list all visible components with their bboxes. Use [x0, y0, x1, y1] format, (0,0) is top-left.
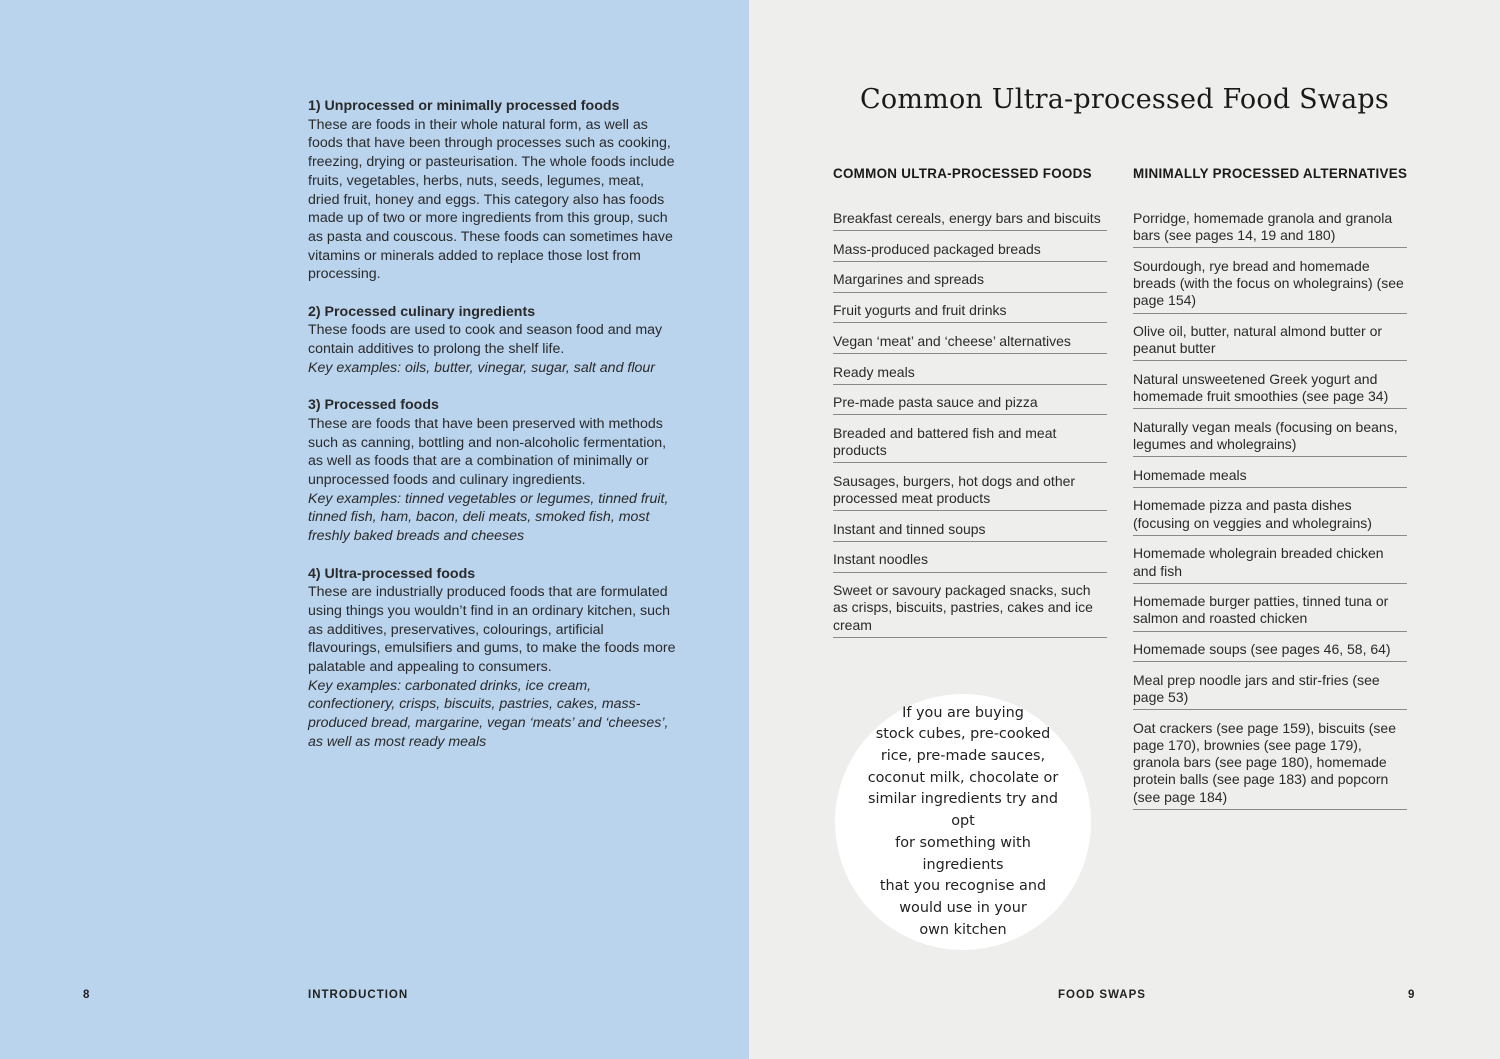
category-examples: Key examples: tinned vegetables or legumes, tinned fruit, tinned fish, ham, bacon, deli meats, smoked fish, most freshly baked breads and cheeses	[308, 490, 669, 545]
category-section	[308, 97, 678, 284]
category-description: These are industrially produced foods that are formulated using things you wouldn’t find in an ordinary kitchen, such as additives, preservatives, colourings, artificial flavourings, emulsifiers and gums, to make the foods more palatable and appealing to consumers.	[308, 584, 676, 676]
category-section	[308, 396, 678, 546]
category-section	[308, 565, 678, 752]
right-page	[749, 0, 1500, 1059]
list-item: Homemade soups (see pages 46, 58, 64)	[1133, 641, 1407, 662]
page-number: 9	[1408, 989, 1416, 1001]
category-examples: Key examples: oils, butter, vinegar, sugar, salt and flour	[308, 359, 655, 376]
list-item: Oat crackers (see page 159), biscuits (see page 170), brownies (see page 179), granola bars (see page 180), homemade protein balls (see page 183) and popcorn (see page 184)	[1133, 720, 1407, 810]
list-item: Margarines and spreads	[833, 271, 1107, 292]
list-item: Homemade burger patties, tinned tuna or salmon and roasted chicken	[1133, 593, 1407, 631]
list-item: Instant noodles	[833, 551, 1107, 572]
list-item: Breakfast cereals, energy bars and biscuits	[833, 210, 1107, 231]
list-item: Homemade wholegrain breaded chicken and fish	[1133, 545, 1407, 583]
page-number: 8	[83, 989, 91, 1001]
category-description: These are foods that have been preserved with methods such as canning, bottling and non-alcoholic fermentation, as well as foods that are a combination of minimally or unprocessed foods and culinary ingredients.	[308, 415, 667, 489]
category-title: 4) Ultra-processed foods	[308, 565, 476, 582]
column-header-ultra-processed: COMMON ULTRA-PROCESSED FOODS	[833, 166, 1092, 181]
running-header: FOOD SWAPS	[1058, 989, 1146, 1001]
list-item: Homemade meals	[1133, 467, 1407, 488]
list-item: Instant and tinned soups	[833, 521, 1107, 542]
list-item: Porridge, homemade granola and granola bars (see pages 14, 19 and 180)	[1133, 210, 1407, 248]
list-item: Homemade pizza and pasta dishes (focusing on veggies and wholegrains)	[1133, 497, 1407, 535]
list-item: Pre-made pasta sauce and pizza	[833, 394, 1107, 415]
tip-text: If you are buying stock cubes, pre-cooked rice, pre-made sauces, coconut milk, chocolate or similar ingredients try and opt for something with ingredients that you recognise and would use in your own kitchen	[867, 704, 1059, 938]
left-page	[0, 0, 749, 1059]
list-item: Sourdough, rye bread and homemade breads (with the focus on wholegrains) (see page 154)	[1133, 258, 1407, 314]
list-item: Sweet or savoury packaged snacks, such as crisps, biscuits, pastries, cakes and ice cream	[833, 582, 1107, 638]
category-title: 2) Processed culinary ingredients	[308, 303, 536, 320]
list-item: Meal prep noodle jars and stir-fries (see page 53)	[1133, 672, 1407, 710]
list-item: Natural unsweetened Greek yogurt and homemade fruit smoothies (see page 34)	[1133, 371, 1407, 409]
category-description: These are foods in their whole natural form, as well as foods that have been through processes such as cooking, freezing, drying or pasteurisation. The whole foods include fruits, vegetables, herbs, nuts, seeds, legumes, meat, dried fruit, honey and eggs. This category also has foods made up of two or more ingredients from this group, such as pasta and couscous. These foods can sometimes have vitamins or minerals added to replace those lost from processing.	[308, 116, 675, 283]
list-item: Vegan ‘meat’ and ‘cheese’ alternatives	[833, 333, 1107, 354]
category-title: 1) Unprocessed or minimally processed foods	[308, 98, 620, 114]
category-title: 3) Processed foods	[308, 397, 439, 414]
column-header-alternatives: MINIMALLY PROCESSED ALTERNATIVES	[1133, 166, 1408, 181]
list-item: Mass-produced packaged breads	[833, 241, 1107, 262]
list-item: Breaded and battered fish and meat products	[833, 425, 1107, 463]
category-section	[308, 303, 678, 378]
category-examples: Key examples: carbonated drinks, ice cream, confectionery, crisps, biscuits, pastries, cakes, mass-produced bread, margarine, vegan ‘meats’ and ‘cheeses’, as well as most ready meals	[308, 677, 669, 750]
list-item: Naturally vegan meals (focusing on beans, legumes and wholegrains)	[1133, 419, 1407, 457]
list-item: Fruit yogurts and fruit drinks	[833, 302, 1107, 323]
page-title: Common Ultra-processed Food Swaps	[860, 84, 1389, 115]
category-description: These foods are used to cook and season food and may contain additives to prolong the shelf life.	[308, 322, 663, 358]
running-header: INTRODUCTION	[308, 989, 409, 1001]
tip-bubble	[835, 694, 1091, 950]
category-list	[308, 97, 678, 770]
ultra-processed-list	[833, 210, 1107, 647]
list-item: Ready meals	[833, 364, 1107, 385]
list-item: Sausages, burgers, hot dogs and other processed meat products	[833, 473, 1107, 511]
list-item: Olive oil, butter, natural almond butter or peanut butter	[1133, 323, 1407, 361]
alternatives-list	[1133, 210, 1407, 819]
